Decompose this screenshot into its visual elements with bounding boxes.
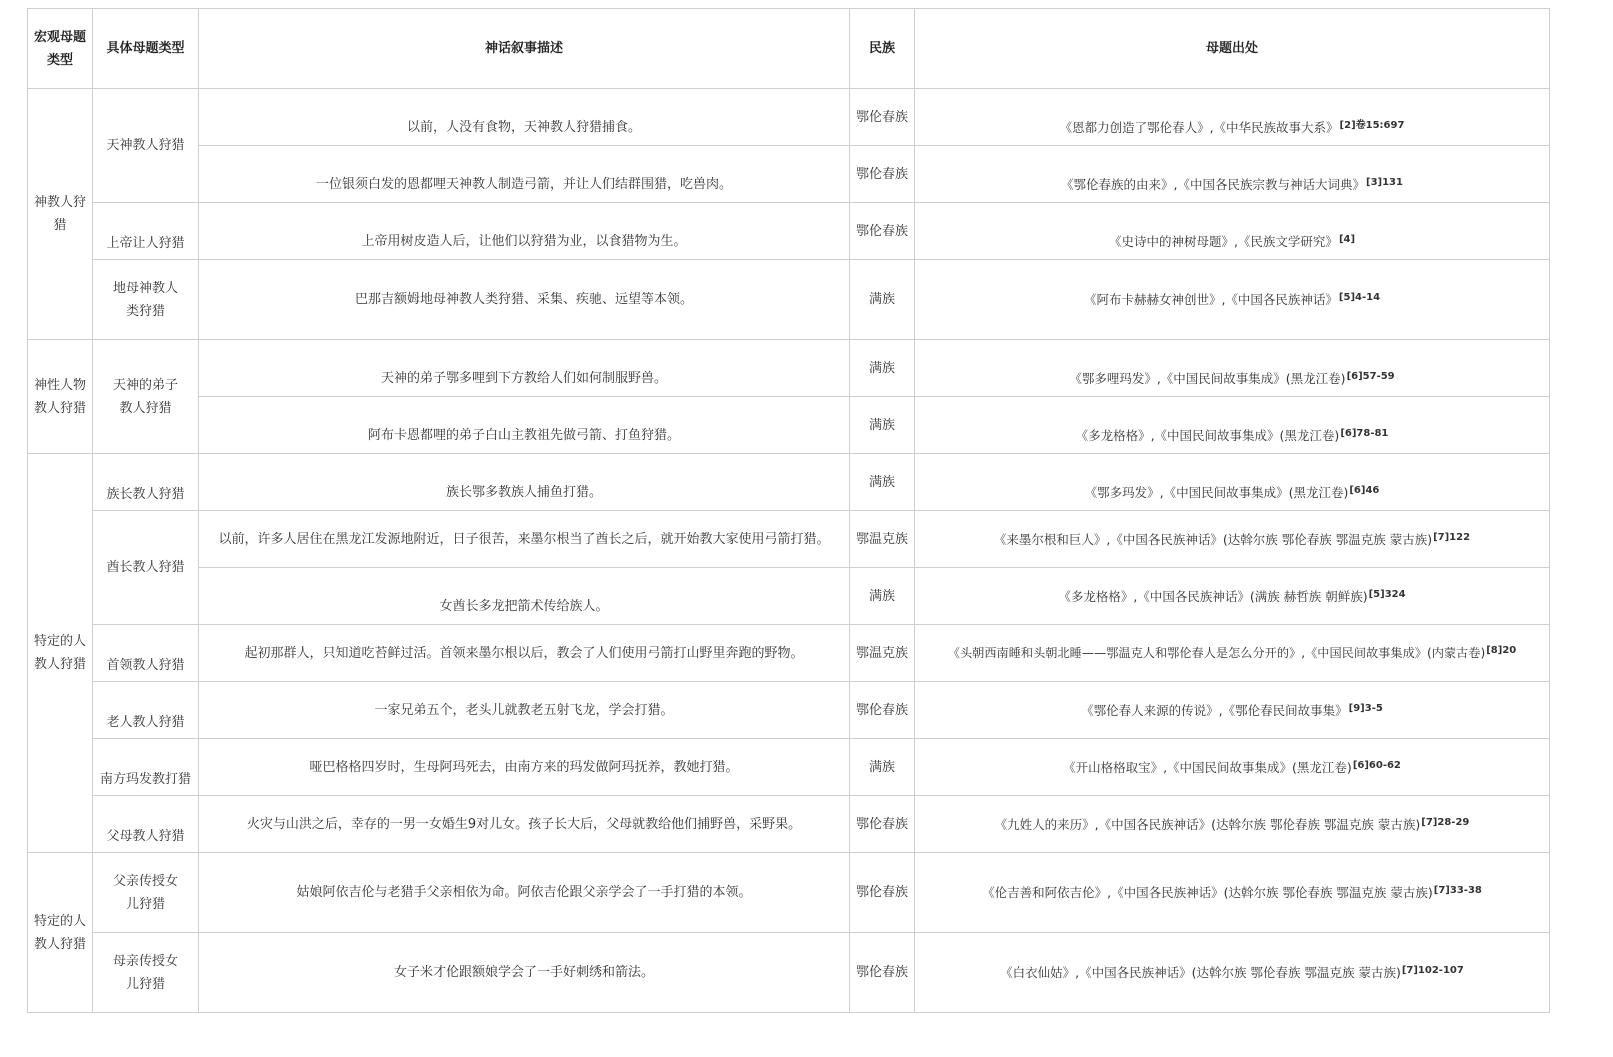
specific-type-cell: 天神教人狩猎 xyxy=(93,89,199,203)
source-text: 《鄂多玛发》,《中国民间故事集成》(黑龙江卷) xyxy=(1084,485,1349,500)
header-row xyxy=(28,9,1550,89)
source-cell xyxy=(915,511,1550,568)
source-cell xyxy=(915,796,1550,853)
source-text: 《鄂伦春族的由来》,《中国各民族宗教与神话大词典》 xyxy=(1061,177,1365,192)
citation-ref: [9]3-5 xyxy=(1348,702,1383,714)
specific-type-cell: 南方玛发教打猎 xyxy=(93,739,199,796)
specific-type-cell: 族长教人狩猎 xyxy=(93,454,199,511)
header-ethnic-group: 民族 xyxy=(850,9,915,89)
specific-type-cell: 父母教人狩猎 xyxy=(93,796,199,853)
table-row xyxy=(28,739,1550,796)
table-row xyxy=(28,568,1550,625)
source-text: 《多龙格格》,《中国民间故事集成》(黑龙江卷) xyxy=(1075,428,1340,443)
source-cell xyxy=(915,203,1550,260)
source-text: 《史诗中的神树母题》,《民族文学研究》 xyxy=(1108,234,1338,249)
table-row xyxy=(28,203,1550,260)
citation-ref: [2]卷15:697 xyxy=(1339,120,1405,131)
specific-type-cell: 老人教人狩猎 xyxy=(93,682,199,739)
specific-type-cell: 上帝让人狩猎 xyxy=(93,203,199,260)
source-cell xyxy=(915,89,1550,146)
ethnic-cell: 鄂伦春族 xyxy=(850,682,915,739)
narrative-cell: 起初那群人，只知道吃苔鲜过活。首领来墨尔根以后，教会了人们使用弓箭打山野里奔跑的野物。 xyxy=(199,625,850,682)
table-row xyxy=(28,89,1550,146)
citation-ref: [7]102-107 xyxy=(1401,965,1464,976)
specific-type-cell: 首领教人狩猎 xyxy=(93,625,199,682)
source-text: 《鄂多哩玛发》,《中国民间故事集成》(黑龙江卷) xyxy=(1069,371,1346,386)
citation-ref: [7]28-29 xyxy=(1421,816,1470,828)
source-cell xyxy=(915,739,1550,796)
ethnic-cell: 满族 xyxy=(850,739,915,796)
macro-type-cell: 特定的人教人狩猎 xyxy=(28,853,93,1013)
macro-type-cell: 神性人物教人狩猎 xyxy=(28,340,93,454)
ethnic-cell: 鄂温克族 xyxy=(850,625,915,682)
narrative-cell: 姑娘阿依吉伦与老猎手父亲相依为命。阿依吉伦跟父亲学会了一手打猎的本领。 xyxy=(199,853,850,933)
source-text: 《恩都力创造了鄂伦春人》,《中华民族故事大系》 xyxy=(1059,120,1339,135)
ethnic-cell: 满族 xyxy=(850,568,915,625)
table-row xyxy=(28,511,1550,568)
source-cell xyxy=(915,260,1550,340)
table-row xyxy=(28,933,1550,1013)
source-cell xyxy=(915,568,1550,625)
table-row xyxy=(28,340,1550,397)
ethnic-cell: 鄂伦春族 xyxy=(850,89,915,146)
specific-type-cell: 父亲传授女儿狩猎 xyxy=(93,853,199,933)
narrative-cell: 一家兄弟五个，老头儿就教老五射飞龙，学会打猎。 xyxy=(199,682,850,739)
citation-ref: [7]122 xyxy=(1433,531,1471,543)
source-text: 《白衣仙姑》,《中国各民族神话》(达斡尔族 鄂伦春族 鄂温克族 蒙古族) xyxy=(1000,965,1401,980)
narrative-cell: 女子米才伦跟额娘学会了一手好刺绣和箭法。 xyxy=(199,933,850,1013)
specific-type-cell: 母亲传授女儿狩猎 xyxy=(93,933,199,1013)
citation-ref: [3]131 xyxy=(1366,177,1403,188)
source-text: 《阿布卡赫赫女神创世》,《中国各民族神话》 xyxy=(1083,292,1338,307)
table-row xyxy=(28,146,1550,203)
ethnic-cell: 鄂温克族 xyxy=(850,511,915,568)
narrative-cell: 女酋长多龙把箭术传给族人。 xyxy=(199,568,850,625)
source-text: 《开山格格取宝》,《中国民间故事集成》(黑龙江卷) xyxy=(1063,759,1352,775)
narrative-cell: 族长鄂多教族人捕鱼打猎。 xyxy=(199,454,850,511)
table-row xyxy=(28,796,1550,853)
table-row xyxy=(28,625,1550,682)
source-text: 《鄂伦春人来源的传说》,《鄂伦春民间故事集》 xyxy=(1081,702,1348,718)
header-narrative: 神话叙事描述 xyxy=(199,9,850,89)
source-text: 《头朝西南睡和头朝北睡——鄂温克人和鄂伦春人是怎么分开的》,《中国民间故事集成》(内蒙古卷) xyxy=(947,645,1486,660)
ethnic-cell: 满族 xyxy=(850,397,915,454)
narrative-cell: 一位银须白发的恩都哩天神教人制造弓箭，并让人们结群围猎，吃兽肉。 xyxy=(199,146,850,203)
ethnic-cell: 鄂伦春族 xyxy=(850,853,915,933)
narrative-cell: 阿布卡恩都哩的弟子白山主教祖先做弓箭、打鱼狩猎。 xyxy=(199,397,850,454)
source-cell xyxy=(915,146,1550,203)
source-cell xyxy=(915,933,1550,1013)
table-row xyxy=(28,260,1550,340)
narrative-cell: 以前，人没有食物，天神教人狩猎捕食。 xyxy=(199,89,850,146)
motif-table xyxy=(27,8,1550,1013)
narrative-cell: 上帝用树皮造人后，让他们以狩猎为业，以食猎物为生。 xyxy=(199,203,850,260)
ethnic-cell: 鄂伦春族 xyxy=(850,796,915,853)
table-row xyxy=(28,454,1550,511)
source-text: 《多龙格格》,《中国各民族神话》(满族 赫哲族 朝鲜族) xyxy=(1058,588,1368,604)
citation-ref: [5]4-14 xyxy=(1338,292,1381,303)
ethnic-cell: 满族 xyxy=(850,340,915,397)
source-text: 《来墨尔根和巨人》,《中国各民族神话》(达斡尔族 鄂伦春族 鄂温克族 蒙古族) xyxy=(993,531,1433,547)
header-specific-type: 具体母题类型 xyxy=(93,9,199,89)
ethnic-cell: 满族 xyxy=(850,260,915,340)
narrative-cell: 哑巴格格四岁时，生母阿玛死去，由南方来的玛发做阿玛抚养，教她打猎。 xyxy=(199,739,850,796)
source-text: 《伦吉善和阿依吉伦》,《中国各民族神话》(达斡尔族 鄂伦春族 鄂温克族 蒙古族) xyxy=(982,885,1433,900)
ethnic-cell: 鄂伦春族 xyxy=(850,203,915,260)
citation-ref: [8]20 xyxy=(1486,644,1517,656)
narrative-cell: 天神的弟子鄂多哩到下方教给人们如何制服野兽。 xyxy=(199,340,850,397)
table-row xyxy=(28,853,1550,933)
macro-type-cell: 神教人狩猎 xyxy=(28,89,93,340)
header-macro-type: 宏观母题类型 xyxy=(28,9,93,89)
ethnic-cell: 鄂伦春族 xyxy=(850,933,915,1013)
macro-type-cell: 特定的人教人狩猎 xyxy=(28,454,93,853)
source-cell xyxy=(915,853,1550,933)
citation-ref: [6]46 xyxy=(1349,485,1380,496)
citation-ref: [6]60-62 xyxy=(1352,759,1401,771)
citation-ref: [5]324 xyxy=(1368,588,1406,600)
citation-ref: [6]78-81 xyxy=(1340,428,1389,439)
header-source: 母题出处 xyxy=(915,9,1550,89)
table-row xyxy=(28,682,1550,739)
narrative-cell: 以前，许多人居住在黑龙江发源地附近，日子很苦，来墨尔根当了酋长之后，就开始教大家使用弓箭打猎。 xyxy=(199,511,850,568)
specific-type-cell: 天神的弟子教人狩猎 xyxy=(93,340,199,454)
narrative-cell: 火灾与山洪之后，幸存的一男一女婚生9对儿女。孩子长大后，父母就教给他们捕野兽，采野果。 xyxy=(199,796,850,853)
source-cell xyxy=(915,682,1550,739)
source-cell xyxy=(915,397,1550,454)
table-row xyxy=(28,397,1550,454)
source-cell xyxy=(915,454,1550,511)
source-cell xyxy=(915,625,1550,682)
citation-ref: [7]33-38 xyxy=(1433,885,1482,896)
specific-type-cell: 地母神教人类狩猎 xyxy=(93,260,199,340)
source-text: 《九姓人的来历》,《中国各民族神话》(达斡尔族 鄂伦春族 鄂温克族 蒙古族) xyxy=(994,816,1421,832)
ethnic-cell: 满族 xyxy=(850,454,915,511)
source-cell xyxy=(915,340,1550,397)
citation-ref: [6]57-59 xyxy=(1346,371,1395,382)
citation-ref: [4] xyxy=(1338,234,1356,245)
specific-type-cell: 酋长教人狩猎 xyxy=(93,511,199,625)
ethnic-cell: 鄂伦春族 xyxy=(850,146,915,203)
narrative-cell: 巴那吉额姆地母神教人类狩猎、采集、疾驰、远望等本领。 xyxy=(199,260,850,340)
